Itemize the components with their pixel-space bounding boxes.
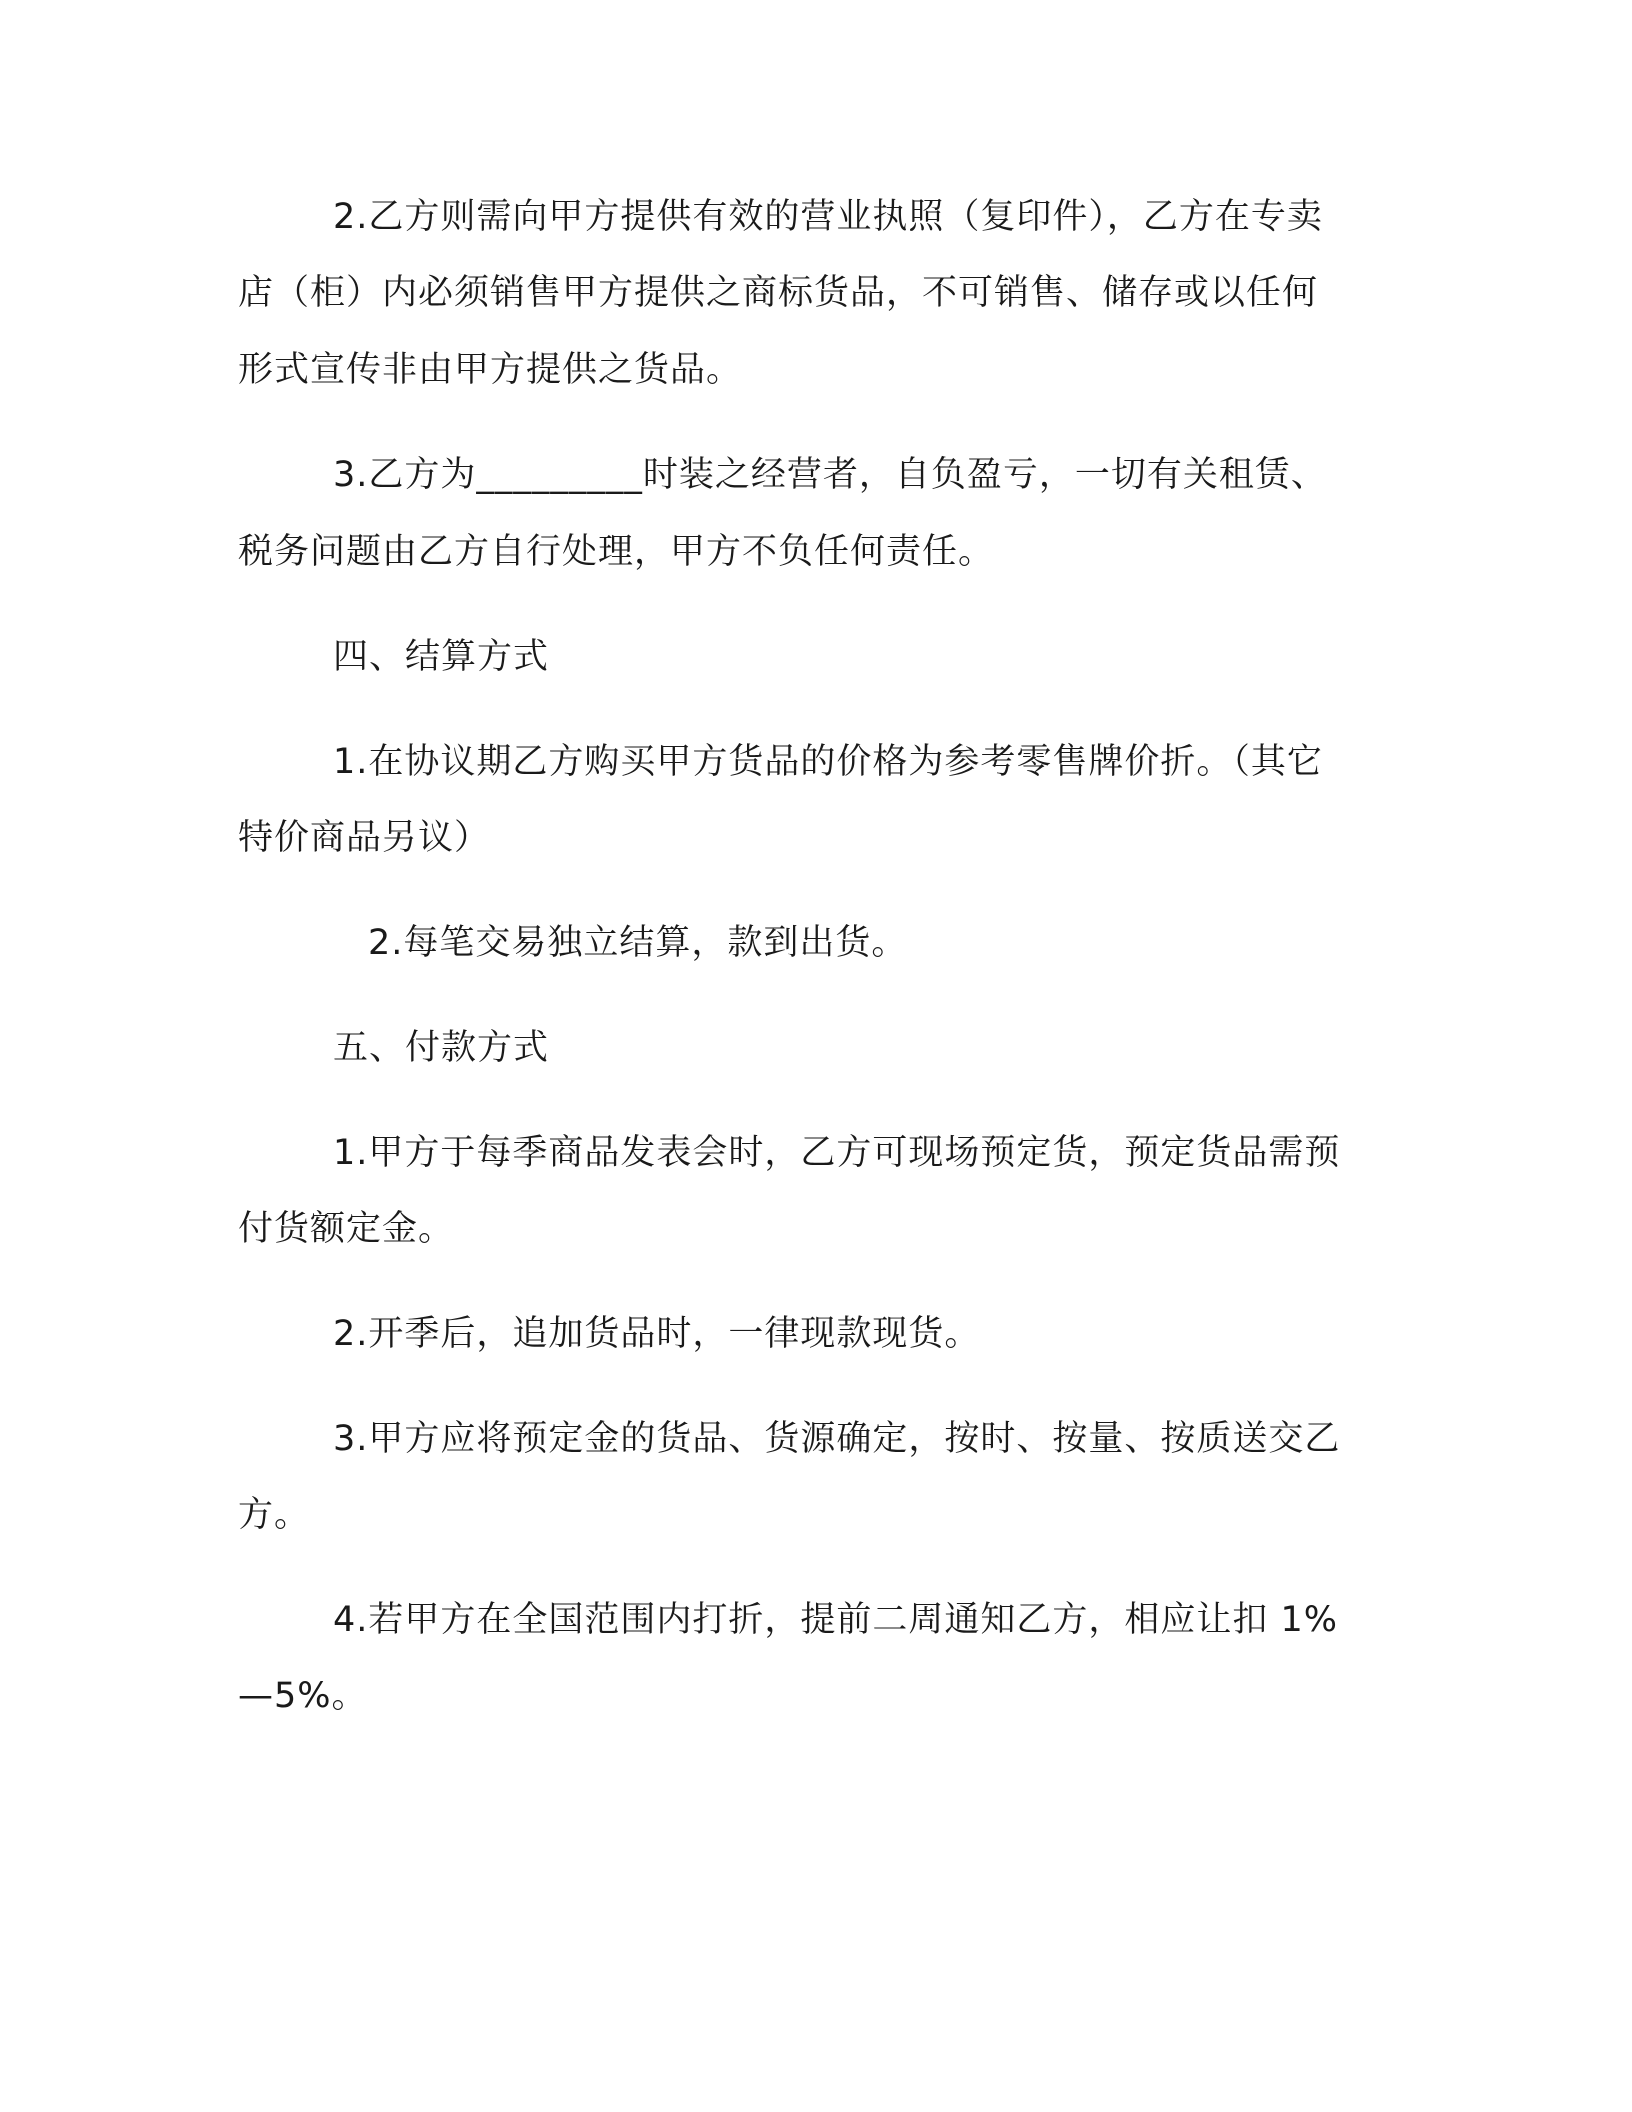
clause-5-4-line-2: —5%。 xyxy=(238,1676,368,1716)
clause-5-3-line-1: 3.甲方应将预定金的货品、货源确定，按时、按量、按质送交乙 xyxy=(333,1419,1341,1459)
clause-5-1-line-2: 付货额定金。 xyxy=(238,1209,455,1249)
clause-3-2-line-3: 形式宣传非由甲方提供之货品。 xyxy=(238,350,743,390)
clause-3-3-line-1: 3.乙方为_________时装之经营者，自负盈亏，一切有关租赁、 xyxy=(333,455,1327,495)
clause-5-3-line-2: 方。 xyxy=(238,1495,311,1535)
clause-5-4-line-1: 4.若甲方在全国范围内打折，提前二周通知乙方，相应让扣 1% xyxy=(333,1600,1339,1640)
section-4-heading: 四、结算方式 xyxy=(333,637,550,677)
clause-4-2: 2.每笔交易独立结算，款到出货。 xyxy=(368,923,908,963)
clause-5-1-line-1: 1.甲方于每季商品发表会时，乙方可现场预定货，预定货品需预 xyxy=(333,1133,1341,1173)
clause-4-1-line-1: 1.在协议期乙方购买甲方货品的价格为参考零售牌价折。（其它 xyxy=(333,742,1323,782)
clause-3-3-line-2: 税务问题由乙方自行处理，甲方不负任何责任。 xyxy=(238,532,995,572)
clause-3-2-line-2: 店（柜）内必须销售甲方提供之商标货品，不可销售、储存或以任何 xyxy=(238,273,1319,313)
clause-3-2-line-1: 2.乙方则需向甲方提供有效的营业执照（复印件），乙方在专卖 xyxy=(333,197,1323,237)
section-5-heading: 五、付款方式 xyxy=(333,1028,550,1068)
clause-4-1-line-2: 特价商品另议） xyxy=(238,818,491,858)
clause-5-2: 2.开季后，追加货品时，一律现款现货。 xyxy=(333,1314,981,1354)
